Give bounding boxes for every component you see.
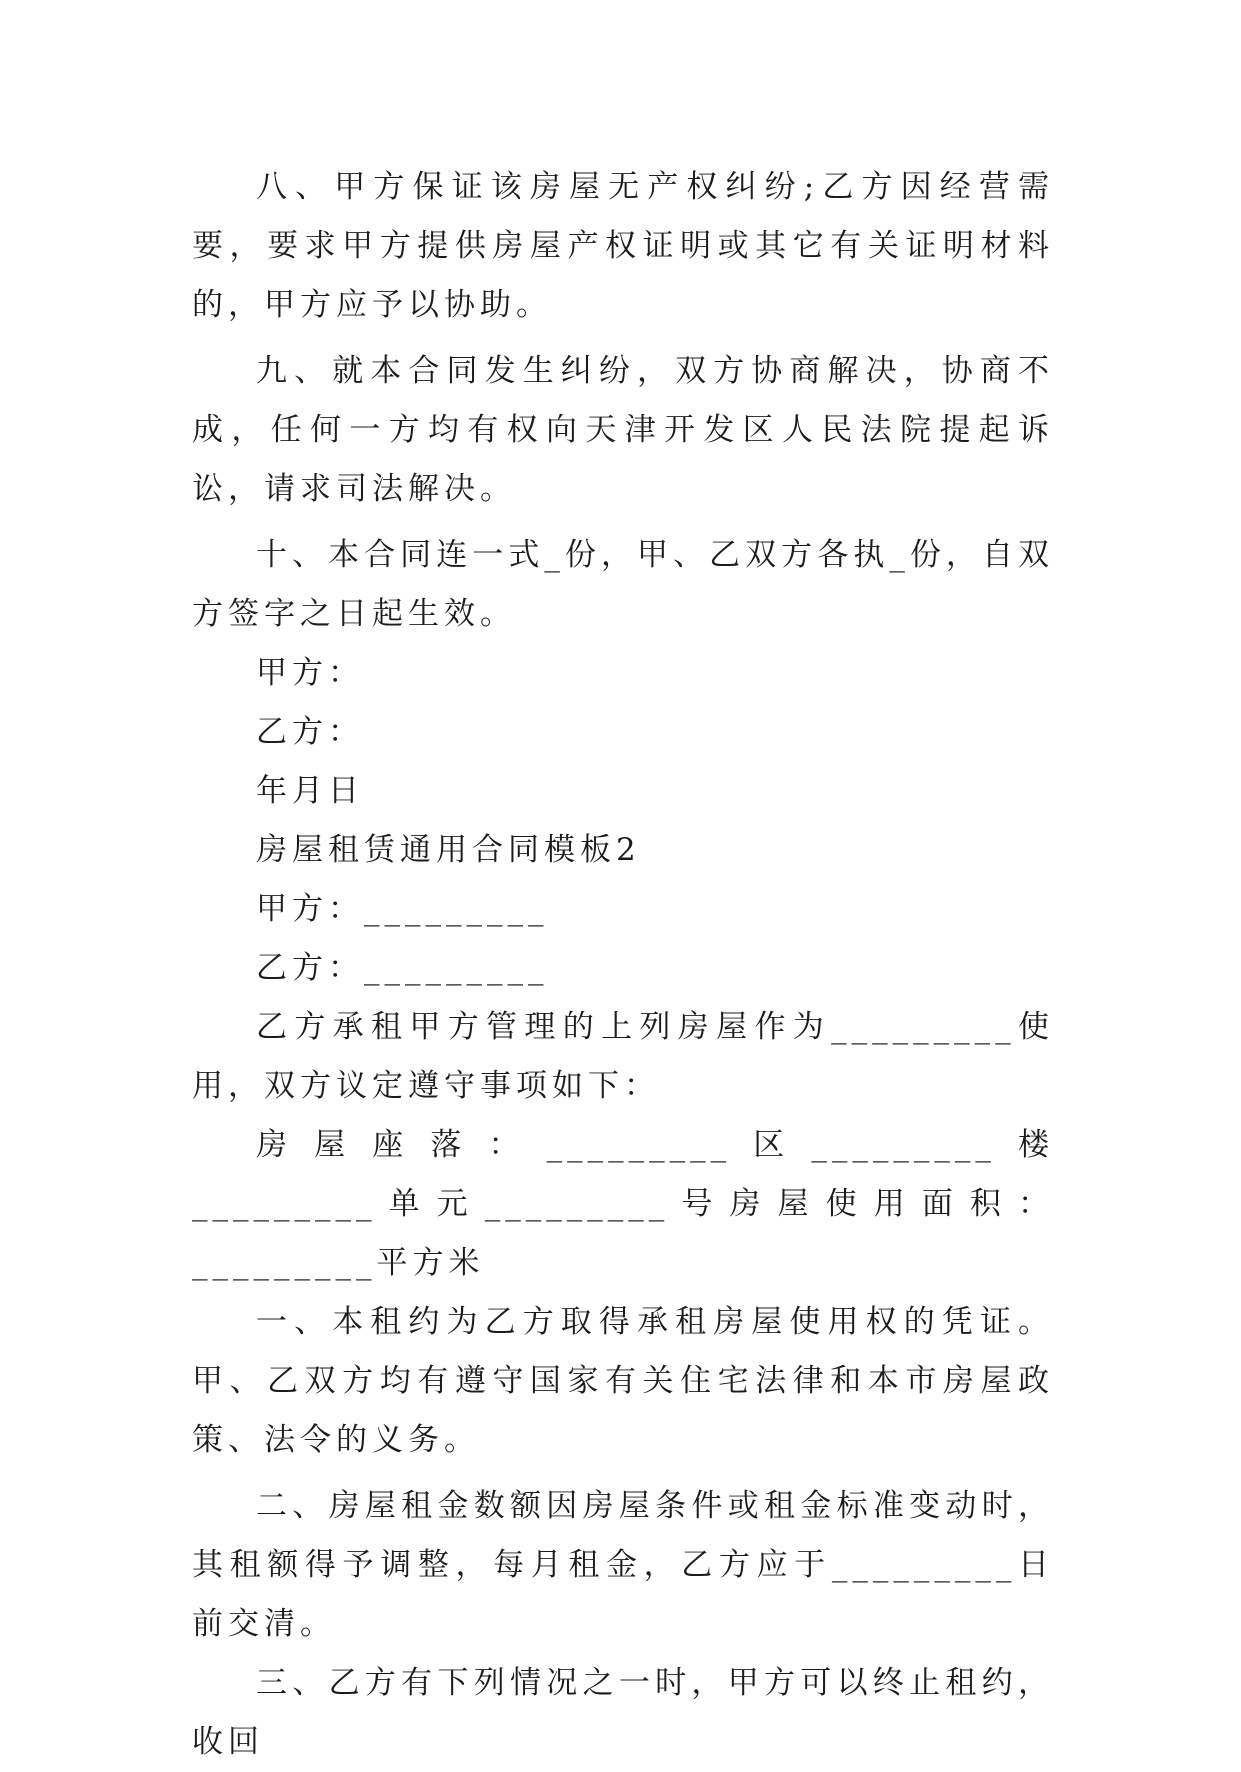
signature-party-b: 乙方： xyxy=(256,714,364,750)
party-a-field: 甲方：_________ xyxy=(256,891,549,927)
paragraph-clause-3: 三、乙方有下列情况之一时，甲方可以终止租约，收回 xyxy=(192,1665,1054,1760)
paragraph-clause-2: 二、房屋租金数额因房屋条件或租金标准变动时，其租额得予调整，每月租金，乙方应于_________日前交清。 xyxy=(192,1488,1054,1642)
section-title: 房屋租赁通用合同模板2 xyxy=(256,832,641,868)
paragraph-clause-9: 九、就本合同发生纠纷，双方协商解决，协商不成，任何一方均有权向天津开发区人民法院提起诉讼，请求司法解决。 xyxy=(192,353,1054,507)
paragraph-clause-8: 八、甲方保证该房屋无产权纠纷;乙方因经营需要，要求甲方提供房屋产权证明或其它有关证明材料的，甲方应予以协助。 xyxy=(192,169,1054,323)
party-b-field: 乙方：_________ xyxy=(256,950,549,986)
document-page xyxy=(192,158,1054,1772)
paragraph-location: 房屋座落：_________区_________楼_________单元_________号房屋使用面积：_________平方米 xyxy=(192,1127,1054,1281)
paragraph-clause-10: 十、本合同连一式_份，甲、乙双方各执_份，自双方签字之日起生效。 xyxy=(192,537,1054,632)
paragraph-clause-1: 一、本租约为乙方取得承租房屋使用权的凭证。甲、乙双方均有遵守国家有关住宅法律和本市房屋政策、法令的义务。 xyxy=(192,1304,1054,1458)
paragraph-usage: 乙方承租甲方管理的上列房屋作为_________使用，双方议定遵守事项如下： xyxy=(192,1009,1054,1104)
signature-date: 年月日 xyxy=(256,773,364,809)
signature-party-a: 甲方： xyxy=(256,655,364,691)
